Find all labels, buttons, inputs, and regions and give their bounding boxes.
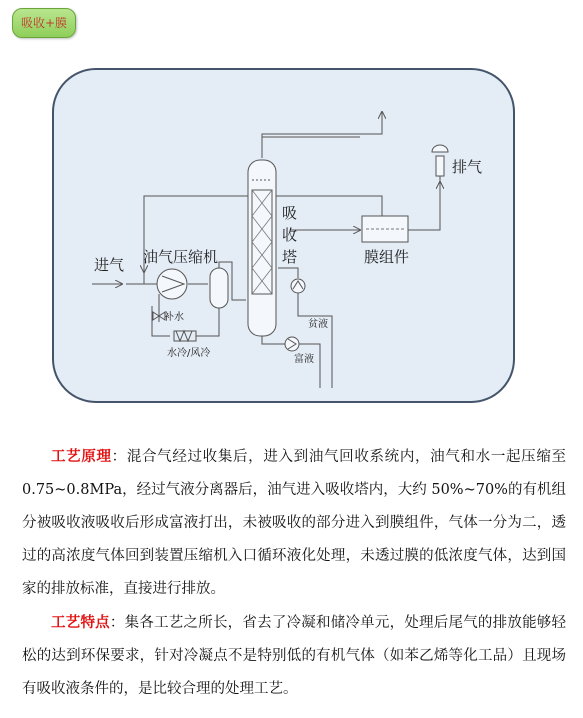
features-paragraph — [22, 606, 566, 706]
cooler — [174, 331, 196, 341]
absorber-label-2: 收 — [282, 226, 298, 244]
compressor — [157, 269, 187, 299]
principle-paragraph — [22, 440, 566, 606]
features-heading: 工艺特点 — [51, 614, 110, 631]
membrane-module — [362, 216, 408, 242]
compressor-label: 油气压缩机 — [143, 248, 219, 266]
lean-liquid-label: 贫液 — [308, 319, 328, 330]
absorber-label-1: 吸 — [282, 204, 298, 222]
principle-text: 混合气经过收集后，进入到油气回收系统内，油气和水一起压缩至0.75~0.8MPa，经过气液分离器后，油气进入吸收塔内，大约 50%~70%的有机组分被吸收液吸收后形成富液打出，未被吸收的部分进入到膜组件，气体一分为二，透过的高浓度气体回到装置压缩机入口循环液化处理，未透过膜的低浓度气体，达到国家的排放标准，直接进行排放。 — [22, 449, 567, 597]
absorber-label-3: 塔 — [282, 248, 298, 266]
absorber-tower — [248, 160, 276, 336]
principle-heading: 工艺原理 — [51, 448, 112, 465]
gas-liquid-separator — [210, 268, 228, 308]
exhaust-label: 排气 — [452, 158, 483, 176]
membrane-label: 膜组件 — [364, 248, 410, 266]
rich-liquid-label: 富液 — [294, 354, 314, 365]
features-text: 集各工艺之所长，省去了冷凝和储冷单元，处理后尾气的排放能够轻松的达到环保要求，针对冷凝点不是特别低的有机气体（如苯乙烯等化工品）且现场有吸收液条件的，是比较合理的处理工艺。 — [22, 615, 567, 697]
process-badge: 吸收+膜 — [12, 8, 76, 38]
exhaust-stack — [432, 145, 448, 176]
makeup-water-label: 补水 — [164, 312, 184, 323]
features-colon: ： — [109, 615, 125, 631]
process-description — [22, 440, 566, 706]
cooling-label: 水冷/风冷 — [167, 348, 211, 359]
inlet-label: 进气 — [94, 256, 125, 274]
principle-colon: ： — [111, 449, 127, 465]
